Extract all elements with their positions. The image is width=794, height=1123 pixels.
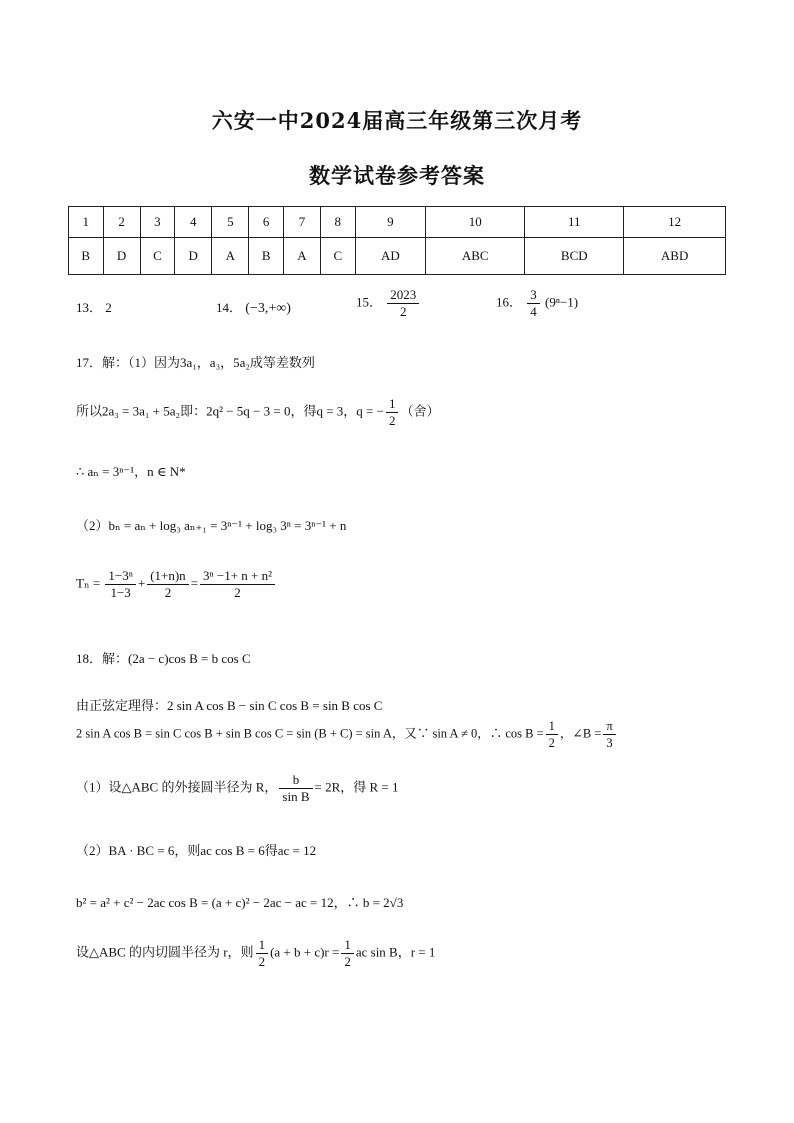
q16-label: 16． xyxy=(496,294,523,310)
question-number-cell: 6 xyxy=(249,207,284,238)
q17-line-3: ∴ aₙ = 3ⁿ⁻¹，n ∈ N* xyxy=(76,464,186,479)
q17-line-2-text: 所以2a₃ = 3a₁ + 5a₂即：2q² − 5q − 3 = 0，得q = 3，q = − xyxy=(76,403,384,419)
answer-row xyxy=(69,238,726,275)
answer-cell: B xyxy=(69,238,104,275)
q17-line-5: Tₙ = $\frac{\text{1−3ⁿ}}{1-3}$ + $\frac{(1+n)n}{2}$ = $\frac{\text{3ⁿ −1+ n + n²}}{2}$ xyxy=(76,568,277,601)
answer-cell: D xyxy=(175,238,212,275)
q18-line-4: （1）设△ABC 的外接圆半径为 R， $\frac{b}{\text{sin B}}$ = 2R，得 R = 1 xyxy=(76,772,399,804)
page-title: 六安一中2024届高三年级第三次月考 xyxy=(211,108,583,133)
q18-line-1: 18．解：(2a − c)cos B = b cos C xyxy=(76,651,251,666)
q16-rest: (9ⁿ−1) xyxy=(545,294,579,310)
question-number-row xyxy=(69,207,726,238)
question-number-cell: 11 xyxy=(525,207,624,238)
page-subtitle: 数学试卷参考答案 xyxy=(309,163,485,188)
q15-label: 15． xyxy=(356,294,383,310)
q18-line-3: 2 sin A cos B = sin C cos B + sin B cos C = sin (B + C) = sin A，又∵ sin A ≠ 0，∴ cos B = $\frac{1}{2}$ ，∠B = $\frac{\pi}{3}$ xyxy=(76,718,618,751)
answer-cell: B xyxy=(249,238,284,275)
answer-cell: ABD xyxy=(624,238,726,275)
q17-line-2-note: （舍） xyxy=(400,403,440,419)
answer-table xyxy=(68,206,726,275)
q18-frac-half-1: $\frac{1}{2}$ xyxy=(256,937,269,970)
question-number-cell: 4 xyxy=(175,207,212,238)
answer-cell: ABC xyxy=(426,238,525,275)
q18-line-2: 由正弦定理得：2 sin A cos B − sin C cos B = sin B cos C xyxy=(76,698,383,713)
q15-numerator: 2023 xyxy=(387,287,419,304)
answer-cell: AD xyxy=(355,238,426,275)
q17-line-4: （2）bₙ = aₙ + log₃ aₙ₊₁ = 3ⁿ⁻¹ + log₃ 3ⁿ = 3ⁿ⁻¹ + n xyxy=(76,518,347,533)
q15-answer xyxy=(356,287,421,320)
question-number-cell: 8 xyxy=(321,207,356,238)
q13-answer xyxy=(76,297,112,316)
q16-answer xyxy=(496,287,578,320)
q16-denominator: 4 xyxy=(530,304,537,319)
q18-line-7: 设△ABC 的内切圆半径为 r，则 $\frac{1}{2}$ (a + b + c)r = $\frac{1}{2}$ ac sin B，r = 1 xyxy=(76,937,436,969)
question-number-cell: 12 xyxy=(624,207,726,238)
q14-answer xyxy=(216,297,291,317)
q15-denominator: 2 xyxy=(400,304,407,319)
q14-value: (−3,+∞) xyxy=(245,301,291,316)
answer-cell: D xyxy=(103,238,140,275)
q17-line-1: 17．解：（1）因为3a₁，a₃，5a₂成等差数列 xyxy=(76,355,315,370)
question-number-cell: 7 xyxy=(283,207,320,238)
answer-cell: C xyxy=(140,238,175,275)
q18-frac-angle: $\frac{\pi}{3}$ xyxy=(603,718,615,751)
q18-line-5: （2）BA · BC = 6，则ac cos B = 6得ac = 12 xyxy=(76,843,317,858)
question-number-cell: 9 xyxy=(355,207,426,238)
question-number-cell: 3 xyxy=(140,207,175,238)
answer-cell: A xyxy=(212,238,249,275)
q18-frac-half-2: $\frac{1}{2}$ xyxy=(341,937,354,970)
q15-fraction xyxy=(387,287,419,320)
q18-frac-sine: $\frac{b}{\text{sin B}}$ xyxy=(279,772,312,805)
q14-label: 14． xyxy=(216,300,243,315)
answer-cell: BCD xyxy=(525,238,624,275)
answer-cell: A xyxy=(283,238,320,275)
question-number-cell: 5 xyxy=(212,207,249,238)
q18-line-6: b² = a² + c² − 2ac cos B = (a + c)² − 2ac − ac = 12，∴ b = 2√3 xyxy=(76,895,404,910)
q17-fraction: $\frac{1}{2}$ xyxy=(386,396,399,429)
q16-numerator: 3 xyxy=(527,287,540,304)
question-number-cell: 2 xyxy=(103,207,140,238)
q13-label: 13． xyxy=(76,300,103,315)
q17-frac-1: $\frac{\text{1−3ⁿ}}{1-3}$ xyxy=(105,568,135,601)
q17-line-2 xyxy=(76,396,439,429)
q18-frac-cosb: $\frac{1}{2}$ xyxy=(546,718,558,751)
answer-cell: C xyxy=(321,238,356,275)
q16-fraction xyxy=(527,287,540,320)
q13-value: 2 xyxy=(105,300,112,315)
q17-frac-2: $\frac{(1+n)n}{2}$ xyxy=(147,568,189,601)
q17-frac-3: $\frac{\text{3ⁿ −1+ n + n²}}{2}$ xyxy=(200,568,275,601)
question-number-cell: 1 xyxy=(69,207,104,238)
question-number-cell: 10 xyxy=(426,207,525,238)
